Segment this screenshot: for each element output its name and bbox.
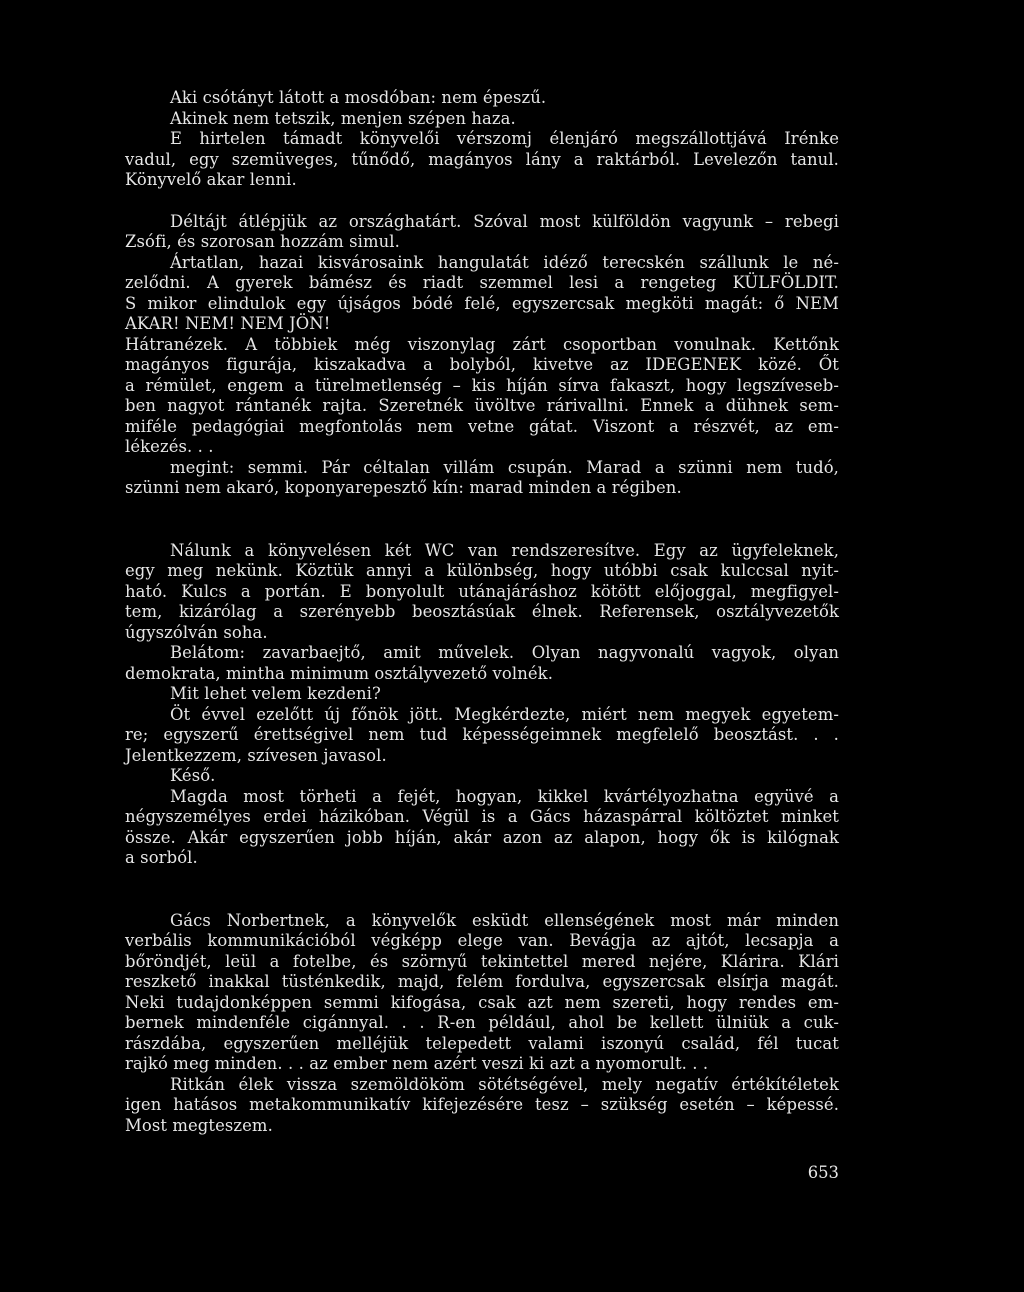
text-line: igen hatásos metakommunikatív kifejezésére tesz – szükség esetén – képessé. [125,1095,839,1114]
page-text [125,88,839,1136]
text-line: vadul, egy szemüveges, tűnődő, magányos lány a raktárból. Levelezőn tanul. [125,149,839,169]
text-line: Zsófi, és szorosan hozzám simul. [125,232,400,251]
text-line: Most megteszem. [125,1115,273,1135]
text-line: Ritkán élek vissza szemöldököm sötétségével, mely negatív értékítéletek [170,1074,839,1094]
text-line: négyszemélyes erdei házikóban. Végül is a Gács házaspárral költöztet minket [125,807,839,826]
text-line: össze. Akár egyszerűen jobb híján, akár azon az alapon, hogy ők is kilógnak [125,827,839,847]
text-line: AKAR! NEM! NEM JÖN! [125,314,331,333]
text-line: Mit lehet velem kezdeni? [170,684,381,703]
text-line: Jelentkezzem, szívesen javasol. [125,745,387,765]
text-line: rászdába, egyszerűen melléjük telepedett valami iszonyú család, fél tucat [125,1033,839,1053]
text-line: bőröndjét, leül a fotelbe, és szörnyű tekintettel mered nejére, Klárira. Klári [125,951,839,971]
text-line: lékezés. . . [125,437,214,456]
text-line: demokrata, mintha minimum osztályvezető volnék. [125,663,554,683]
text-line: reszkető inakkal tüsténkedik, majd, felém fordulva, egyszercsak elsírja magát. [125,972,839,991]
text-line: rajkó meg minden. . . az ember nem azért veszi ki azt a nyomorult. . . [125,1054,709,1073]
text-line: a sorból. [125,848,198,867]
text-line: a rémület, engem a türelmetlenség – kis híján sírva fakaszt, hogy legszíveseb- [125,375,839,395]
text-line: Gács Norbertnek, a könyvelők esküdt ellenségének most már minden [170,910,839,930]
text-line: Öt évvel ezelőtt új főnök jött. Megkérdezte, miért nem megyek egyetem- [170,704,839,724]
text-line: verbális kommunikációból végképp elege van. Bevágja az ajtót, lecsapja a [125,931,839,950]
text-line: Könyvelő akar lenni. [125,170,297,189]
text-line: úgyszólván soha. [125,622,268,642]
text-line: megint: semmi. Pár céltalan villám csupán. Marad a szünni nem tudó, [170,457,839,477]
text-line: Neki tudajdonképpen semmi kifogása, csak azt nem szereti, hogy rendes em- [125,992,839,1012]
text-line: miféle pedagógiai megfontolás nem vetne gátat. Viszont a részvét, az em- [125,416,839,436]
text-line: ben nagyot rántanék rajta. Szeretnék üvöltve rárivallni. Ennek a dühnek sem- [125,396,839,415]
text-line: Akinek nem tetszik, menjen szépen haza. [170,108,516,128]
text-line: Nálunk a könyvelésen két WC van rendszeresítve. Egy az ügyfeleknek, [170,540,839,560]
text-line: re; egyszerű érettségivel nem tud képességeimnek megfelelő beosztást. . . [125,725,839,744]
text-line: ható. Kulcs a portán. E bonyolult utánajáráshoz kötött előjoggal, megfigyel- [125,581,839,601]
text-line: Késő. [170,766,216,785]
text-line: szünni nem akaró, koponyarepesztő kín: marad minden a régiben. [125,478,682,497]
text-line: Magda most törheti a fejét, hogyan, kikkel kvártélyozhatna együvé a [170,786,839,806]
text-line: Belátom: zavarbaejtő, amit művelek. Olyan nagyvonalú vagyok, olyan [170,643,839,662]
text-line: bernek mindenféle cigánnyal. . . R-en például, ahol be kellett ülniük a cuk- [125,1013,839,1032]
text-line: magányos figurája, kiszakadva a bolyból, kivetve az IDEGENEK közé. Őt [125,355,839,374]
text-line: Aki csótányt látott a mosdóban: nem épeszű. [170,88,547,107]
text-line: Ártatlan, hazai kisvárosaink hangulatát idéző terecskén szállunk le né- [170,252,839,272]
page-number: 653 [807,1163,839,1182]
text-line: Déltájt átlépjük az országhatárt. Szóval most külföldön vagyunk – rebegi [170,211,839,231]
text-line: tem, kizárólag a szerényebb beosztásúak élnek. Referensek, osztályvezetők [125,602,839,621]
text-line: E hirtelen támadt könyvelői vérszomj élenjáró megszállottjává Irénke [170,129,839,148]
text-line: egy meg nekünk. Köztük annyi a különbség, hogy utóbbi csak kulccsal nyit- [125,561,839,580]
text-line: zelődni. A gyerek bámész és riadt szemmel lesi a rengeteg KÜLFÖLDIT. [125,273,839,292]
text-line: S mikor elindulok egy újságos bódé felé, egyszercsak megköti magát: ő NEM [125,293,839,313]
text-line: Hátranézek. A többiek még viszonylag zárt csoportban vonulnak. Kettőnk [125,334,839,354]
